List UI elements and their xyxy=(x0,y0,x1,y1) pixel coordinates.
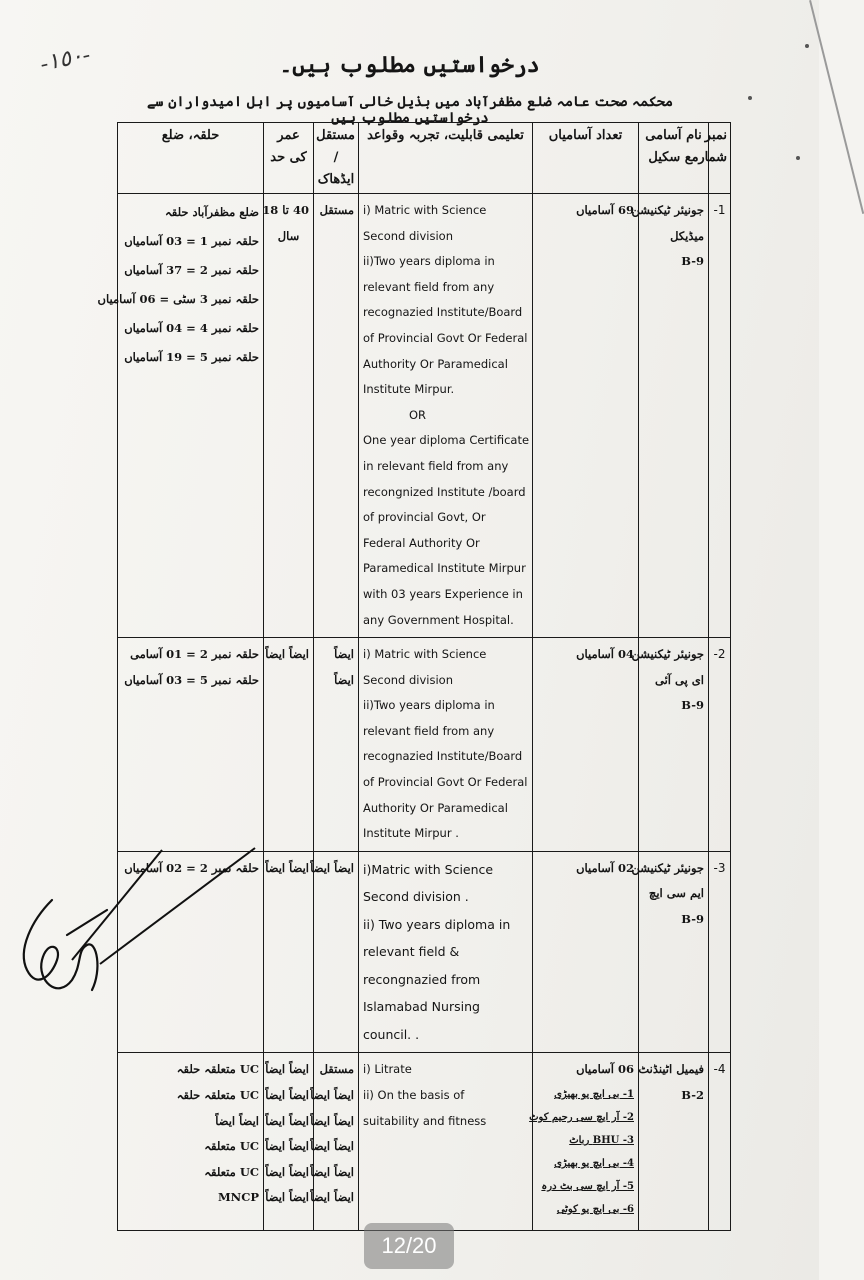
age-cell-line: ایضاً ایضاً xyxy=(265,1164,309,1179)
speck xyxy=(796,156,800,160)
age-cell-line: ایضاً ایضاً xyxy=(265,1062,309,1077)
post-cell-line: جونیئر ٹیکنیشن xyxy=(631,203,704,217)
count-cell-line: 1- بی ایچ یو بھیڑی xyxy=(554,1088,634,1100)
qualification-cell-line: recongnazied from xyxy=(363,971,481,987)
age-cell-line: ایضاً ایضاً xyxy=(265,1087,309,1102)
age-cell-line: سال xyxy=(277,228,300,243)
status-cell-line: ایضاً ایضاً xyxy=(310,1087,354,1102)
constituency-cell-line: UC متعلقہ حلقہ xyxy=(176,1087,259,1102)
qualification-cell xyxy=(359,1053,533,1231)
header-constituency: حلقہ، ضلع xyxy=(118,123,264,194)
header-post: نام آسامی مع سکیل xyxy=(639,123,709,194)
qualification-cell-line: of Provincial Govt Or Federal xyxy=(363,330,528,345)
qualification-cell-line: i) Litrate xyxy=(363,1062,412,1077)
constituency-cell-line: UC متعلقہ xyxy=(204,1164,259,1179)
count-cell xyxy=(529,1053,639,1231)
post-cell xyxy=(639,1053,709,1231)
serial-cell-line: -2 xyxy=(713,647,726,662)
qualification-cell-line: Second division xyxy=(363,228,453,243)
table-row xyxy=(118,638,731,852)
age-cell xyxy=(264,1053,314,1231)
constituency-cell-line: حلقہ نمبر 1 = 03 آسامیاں xyxy=(124,234,259,248)
age-cell-line: ایضاً ایضاً xyxy=(265,1113,309,1128)
speck xyxy=(748,96,752,100)
qualification-cell-line: suitability and fitness xyxy=(363,1113,487,1128)
count-cell-line: 04 آسامیاں xyxy=(576,647,634,662)
qualification-cell-line: relevant field & xyxy=(363,944,460,960)
serial-cell-line: -1 xyxy=(713,203,726,217)
qualification-cell-line: Second division . xyxy=(363,889,469,905)
post-cell-line: میڈیکل xyxy=(670,228,704,243)
status-cell-line: ایضاً ایضاً xyxy=(310,1164,354,1179)
age-cell-line: ایضاً ایضاً xyxy=(265,647,309,662)
post-cell-line: B-9 xyxy=(681,912,704,927)
status-cell-line: ایضاً xyxy=(334,647,354,662)
serial-cell xyxy=(709,851,731,1053)
speck xyxy=(805,44,809,48)
constituency-cell-line: ایضاً ایضاً xyxy=(215,1113,259,1128)
qualification-cell xyxy=(359,638,533,852)
status-cell xyxy=(314,638,359,852)
qualification-cell-line: recognazied Institute/Board xyxy=(363,749,523,764)
age-cell xyxy=(264,851,314,1053)
qualification-cell-line: Institute Mirpur . xyxy=(363,826,459,841)
post-cell-line: B-9 xyxy=(681,698,704,713)
page-subtitle: محکمہ صحت عامہ ضلع مظفرآباد میں بذیل خالی آسامیوں پر اہل امیدواران سے درخواستیں مطلوب ہیں xyxy=(146,94,674,126)
status-cell-line: ایضاً ایضاً xyxy=(310,1139,354,1154)
constituency-cell-line: حلقہ نمبر 2 = 02 آسامیاں xyxy=(124,860,259,875)
post-cell xyxy=(631,851,709,1053)
qualification-cell-line: recongnized Institute /board xyxy=(363,484,526,499)
table-row xyxy=(118,1053,731,1231)
header-status: مستقل / ایڈھاک xyxy=(314,123,359,194)
qualification-cell-line: i)Matric with Science xyxy=(363,861,494,877)
signature-stroke xyxy=(60,846,260,966)
count-cell-line: 2- آر ایچ سی رحیم کوٹ xyxy=(529,1111,634,1123)
age-cell-line: 40 تا 18 xyxy=(262,203,309,217)
count-cell-line: 6- بی ایچ یو کوٹی xyxy=(556,1203,634,1215)
count-cell xyxy=(533,194,639,638)
qualification-cell-line: Second division xyxy=(363,672,453,687)
status-cell-line: ایضاً ایضاً xyxy=(310,1113,354,1128)
page-title: درخواستیں مطلوب ہیں۔ xyxy=(279,52,540,78)
header-qualification: تعلیمی قابلیت، تجربہ وقواعد xyxy=(359,123,533,194)
constituency-cell-line: UC متعلقہ حلقہ xyxy=(176,1062,259,1077)
count-cell-line: 5- آر ایچ سی بٹ درہ xyxy=(541,1180,634,1192)
qualification-cell-line: relevant field from any xyxy=(363,723,495,738)
qualification-cell-line: OR xyxy=(409,407,427,422)
serial-cell xyxy=(709,638,731,852)
age-cell-line: ایضاً ایضاً xyxy=(265,860,309,875)
constituency-cell xyxy=(97,194,264,638)
page-edge-line xyxy=(809,0,864,214)
constituency-cell-line: حلقہ نمبر 2 = 37 آسامیاں xyxy=(124,263,259,277)
qualification-cell-line: Authority Or Paramedical xyxy=(363,800,508,815)
qualification-cell-line: i) Matric with Science xyxy=(363,647,487,662)
header-age: عمر کی حد xyxy=(264,123,314,194)
constituency-cell-line: حلقہ نمبر 2 = 01 آسامی xyxy=(130,647,259,662)
status-cell-line: ایضاً xyxy=(334,672,354,687)
qualification-cell xyxy=(359,851,533,1053)
status-cell xyxy=(310,1053,359,1231)
count-cell xyxy=(533,851,639,1053)
age-cell-line: ایضاً ایضاً xyxy=(265,1190,309,1205)
vacancy-table xyxy=(97,122,731,1231)
post-cell xyxy=(631,194,709,638)
serial-cell xyxy=(709,1053,731,1231)
post-cell-line: B-2 xyxy=(681,1087,704,1102)
status-cell xyxy=(314,194,359,638)
constituency-cell xyxy=(118,638,264,852)
post-cell xyxy=(631,638,709,852)
qualification-cell-line: ii) On the basis of xyxy=(363,1087,465,1102)
age-cell xyxy=(264,638,314,852)
qualification-cell-line: with 03 years Experience in xyxy=(363,586,523,601)
post-cell-line: جونیئر ٹیکنیشن xyxy=(631,647,704,662)
count-cell-line: 06 آسامیاں xyxy=(576,1062,634,1077)
qualification-cell-line: of Provincial Govt Or Federal xyxy=(363,775,528,790)
qualification-cell-line: in relevant field from any xyxy=(363,458,509,473)
status-cell-line: ایضاً ایضاً xyxy=(310,1190,354,1205)
qualification-cell-line: relevant field from any xyxy=(363,279,495,294)
count-cell-line: 69 آسامیاں xyxy=(576,203,634,217)
constituency-cell-line: UC متعلقہ xyxy=(204,1139,259,1154)
header-count: تعداد آسامیاں xyxy=(533,123,639,194)
constituency-cell-line: MNCP xyxy=(217,1190,259,1205)
constituency-cell-line: حلقہ نمبر 5 = 03 آسامیاں xyxy=(124,672,259,687)
page-counter: 12/20 xyxy=(364,1223,454,1269)
qualification-cell-line: Paramedical Institute Mirpur xyxy=(363,561,526,576)
qualification-cell-line: Authority Or Paramedical xyxy=(363,356,508,371)
constituency-cell-line: حلقہ نمبر 4 = 04 آسامیاں xyxy=(124,321,259,335)
qualification-cell-line: ii)Two years diploma in xyxy=(363,698,495,713)
serial-cell xyxy=(709,194,731,638)
serial-cell-line: -4 xyxy=(713,1062,726,1077)
qualification-cell-line: council. . xyxy=(363,1026,420,1042)
constituency-cell-line: حلقہ نمبر 5 = 19 آسامیاں xyxy=(124,350,259,364)
status-cell-line: ایضاً ایضاً xyxy=(310,860,354,875)
qualification-cell xyxy=(359,194,533,638)
qualification-cell-line: ii)Two years diploma in xyxy=(363,254,495,269)
qualification-cell-line: ii) Two years diploma in xyxy=(363,916,511,932)
count-cell-line: 4- بی ایچ یو بھیڑی xyxy=(554,1157,634,1169)
qualification-cell-line: recognazied Institute/Board xyxy=(363,305,523,320)
constituency-cell xyxy=(118,1053,264,1231)
post-cell-line: ای پی آئی xyxy=(655,672,704,687)
qualification-cell-line: any Government Hospital. xyxy=(363,612,514,627)
post-cell-line: فیمیل اٹینڈنٹ xyxy=(638,1062,704,1077)
post-cell-line: B-9 xyxy=(681,254,704,269)
qualification-cell-line: Federal Authority Or xyxy=(363,535,480,550)
status-cell xyxy=(310,851,359,1053)
age-cell xyxy=(264,194,314,638)
qualification-cell-line: of provincial Govt, Or xyxy=(363,510,486,525)
post-cell-line: جونیئر ٹیکنیشن xyxy=(631,860,704,875)
age-cell-line: ایضاً ایضاً xyxy=(265,1139,309,1154)
post-cell-line: ایم سی ایچ xyxy=(648,886,704,901)
serial-cell-line: -3 xyxy=(713,860,726,875)
constituency-cell-line: حلقہ نمبر 3 سٹی = 06 آسامیاں xyxy=(97,292,259,306)
folio-number: -١٥٠- xyxy=(37,41,93,76)
constituency-cell-line: ضلع مظفرآباد حلقہ xyxy=(165,205,259,219)
qualification-cell-line: i) Matric with Science xyxy=(363,203,487,217)
header-serial: نمبر شمار xyxy=(709,123,731,194)
count-cell xyxy=(533,638,639,852)
status-cell-line: مستقل xyxy=(319,203,354,217)
count-cell-line: 3- BHU رباٹ xyxy=(569,1134,634,1146)
count-cell-line: 02 آسامیاں xyxy=(576,860,634,875)
qualification-cell-line: One year diploma Certificate xyxy=(363,433,530,448)
qualification-cell-line: Institute Mirpur. xyxy=(363,382,455,397)
table-row xyxy=(118,194,731,638)
qualification-cell-line: Islamabad Nursing xyxy=(363,999,480,1015)
status-cell-line: مستقل xyxy=(319,1062,354,1077)
